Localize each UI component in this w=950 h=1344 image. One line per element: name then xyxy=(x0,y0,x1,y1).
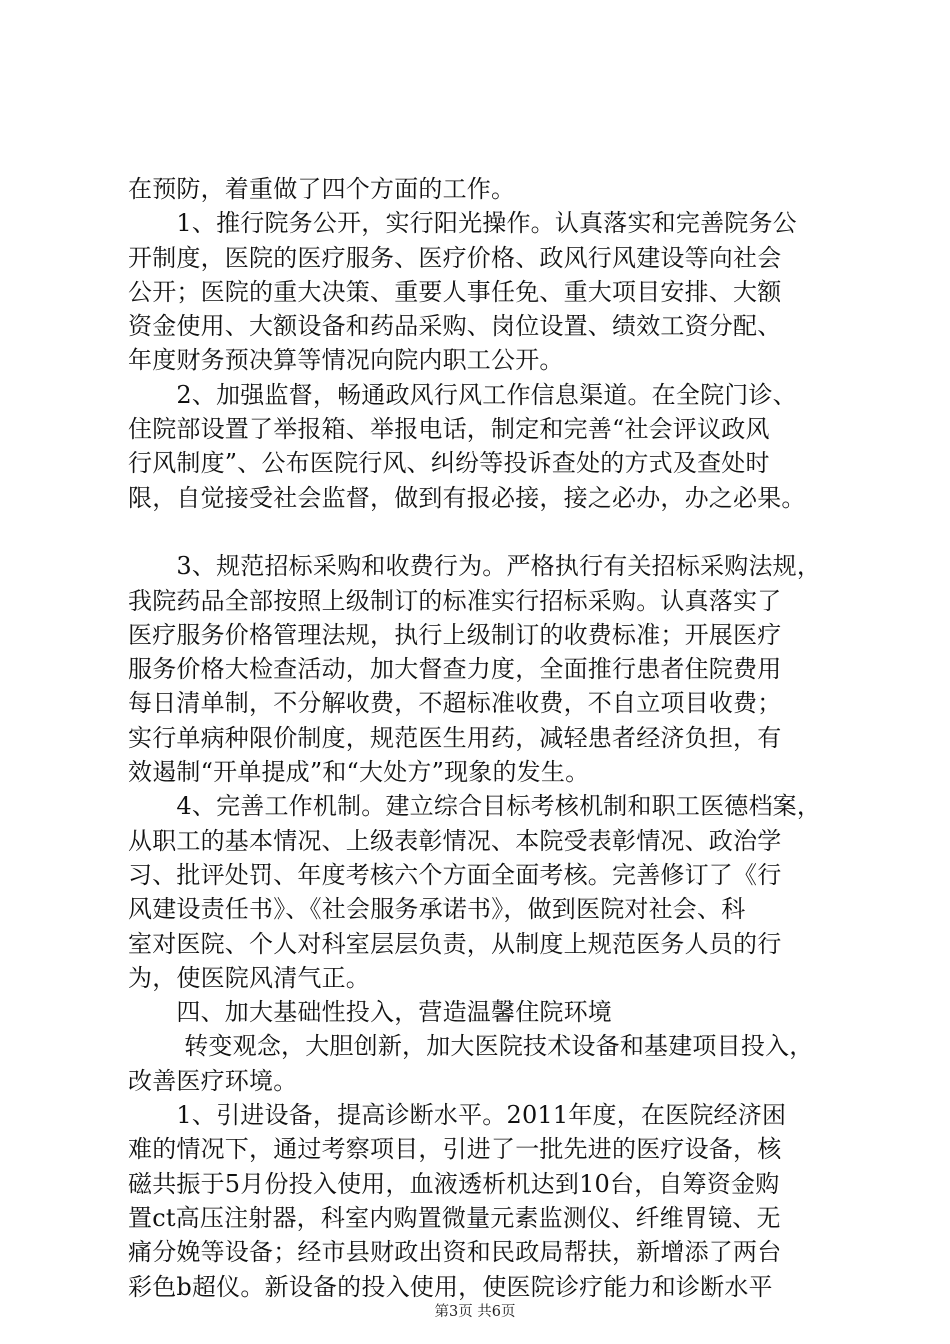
text-line: 从职工的基本情况、上级表彰情况、本院受表彰情况、政治学 xyxy=(128,826,782,855)
text-line: 磁共振于5月份投入使用，血液透析机达到10台，自筹资金购 xyxy=(128,1169,780,1198)
text-line: 为，使医院风清气正。 xyxy=(128,963,370,992)
text-line: 3、规范招标采购和收费行为。严格执行有关招标采购法规， xyxy=(128,552,822,581)
text-line: 1、引进设备，提高诊断水平。2011年度，在医院经济困 xyxy=(128,1101,787,1130)
text-line: 公开；医院的重大决策、重要人事任免、重大项目安排、大额 xyxy=(128,277,782,306)
text-line: 1、推行院务公开，实行阳光操作。认真落实和完善院务公 xyxy=(128,209,797,238)
text-line: 限，自觉接受社会监督，做到有报必接，接之必办，办之必果。 xyxy=(128,483,806,512)
text-line: 转变观念，大胆创新，加大医院技术设备和基建项目投入， xyxy=(128,1032,814,1061)
text-line: 服务价格大检查活动，加大督查力度，全面推行患者住院费用 xyxy=(128,655,782,684)
text-line: 年度财务预决算等情况向院内职工公开。 xyxy=(128,346,564,375)
text-line: 置ct高压注射器，科室内购置微量元素监测仪、纤维胃镜、无 xyxy=(128,1203,781,1232)
text-line: 2、加强监督，畅通政风行风工作信息渠道。在全院门诊、 xyxy=(128,380,797,409)
text-line: 实行单病种限价制度，规范医生用药，减轻患者经济负担，有 xyxy=(128,723,782,752)
blank-line xyxy=(128,515,840,549)
text-line: 开制度，医院的医疗服务、医疗价格、政风行风建设等向社会 xyxy=(128,243,782,272)
text-line: 习、批评处罚、年度考核六个方面全面考核。完善修订了《行 xyxy=(128,860,782,889)
text-line: 每日清单制，不分解收费，不超标准收费，不自立项目收费； xyxy=(128,689,782,718)
text-line: 彩色b超仪。新设备的投入使用，使医院诊疗能力和诊断水平 xyxy=(128,1272,773,1301)
text-line: 行风制度”、公布医院行风、纠纷等投诉查处的方式及查处时 xyxy=(128,449,770,478)
text-line: 室对医院、个人对科室层层负责，从制度上规范医务人员的行 xyxy=(128,929,782,958)
text-line: 在预防，着重做了四个方面的工作。 xyxy=(128,175,516,203)
text-line: 难的情况下，通过考察项目，引进了一批先进的医疗设备，核 xyxy=(128,1135,782,1164)
text-line: 资金使用、大额设备和药品采购、岗位设置、绩效工资分配、 xyxy=(128,312,782,341)
section-heading: 四、加大基础性投入，营造温馨住院环境 xyxy=(128,998,612,1027)
text-line: 我院药品全部按照上级制订的标准实行招标采购。认真落实了 xyxy=(128,586,782,615)
page-number-footer: 第3页 共6页 xyxy=(434,1304,516,1320)
text-line: 效遏制“开单提成”和“大处方”现象的发生。 xyxy=(128,758,590,787)
text-line: 4、完善工作机制。建立综合目标考核机制和职工医德档案， xyxy=(128,792,822,821)
text-line: 医疗服务价格管理法规，执行上级制订的收费标准；开展医疗 xyxy=(128,620,782,649)
text-line: 住院部设置了举报箱、举报电话，制定和完善“社会评议政风 xyxy=(128,415,770,444)
text-line: 风建设责任书》、《社会服务承诺书》，做到医院对社会、科 xyxy=(128,895,746,924)
document-body xyxy=(128,172,840,1304)
text-line: 痛分娩等设备；经市县财政出资和民政局帮扶，新增添了两台 xyxy=(128,1238,782,1267)
text-line: 改善医疗环境。 xyxy=(128,1066,298,1095)
